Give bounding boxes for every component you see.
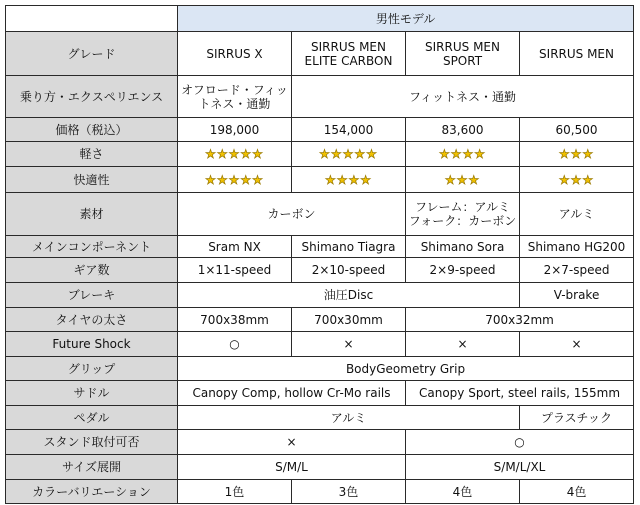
row-sizes bbox=[6, 455, 634, 480]
saddle-x-elite: Canopy Comp, hollow Cr-Mo rails bbox=[178, 381, 406, 406]
material-men: アルミ bbox=[520, 193, 634, 236]
material-carbon: カーボン bbox=[178, 193, 406, 236]
component-cell: Sram NX bbox=[178, 236, 292, 258]
pedal-alu: アルミ bbox=[178, 406, 520, 430]
future-shock-cell: ○ bbox=[178, 332, 292, 357]
row-comfort bbox=[6, 167, 634, 193]
star-rating: ★★★★★ bbox=[292, 142, 406, 167]
header-corner bbox=[6, 6, 178, 32]
model-sirrus-men-elite-carbon: SIRRUS MEN ELITE CARBON bbox=[292, 32, 406, 76]
stand-sport-men: ○ bbox=[406, 430, 634, 455]
row-pedal bbox=[6, 406, 634, 430]
header-row bbox=[6, 6, 634, 32]
row-label-colors: カラーバリエーション bbox=[6, 480, 178, 504]
pedal-plastic: プラスチック bbox=[520, 406, 634, 430]
row-lightness bbox=[6, 142, 634, 167]
color-count-cell: 4色 bbox=[520, 480, 634, 504]
row-label-riding: 乗り方・エクスペリエンス bbox=[6, 76, 178, 118]
model-sirrus-x: SIRRUS X bbox=[178, 32, 292, 76]
row-label-brake: ブレーキ bbox=[6, 283, 178, 308]
color-count-cell: 3色 bbox=[292, 480, 406, 504]
saddle-sport-men: Canopy Sport, steel rails, 155mm bbox=[406, 381, 634, 406]
component-cell: Shimano HG200 bbox=[520, 236, 634, 258]
riding-others: フィットネス・通勤 bbox=[292, 76, 634, 118]
tire-sport-men: 700x32mm bbox=[406, 308, 634, 332]
price-cell: 60,500 bbox=[520, 118, 634, 142]
sizes-x-elite: S/M/L bbox=[178, 455, 406, 480]
brake-vbrake: V-brake bbox=[520, 283, 634, 308]
row-label-stand: スタンド取付可否 bbox=[6, 430, 178, 455]
model-sirrus-men-sport: SIRRUS MEN SPORT bbox=[406, 32, 520, 76]
row-label-gears: ギア数 bbox=[6, 258, 178, 283]
row-material bbox=[6, 193, 634, 236]
future-shock-cell: × bbox=[292, 332, 406, 357]
tire-sirrus-x: 700x38mm bbox=[178, 308, 292, 332]
row-label-saddle: サドル bbox=[6, 381, 178, 406]
row-stand bbox=[6, 430, 634, 455]
gear-cell: 2×10-speed bbox=[292, 258, 406, 283]
star-rating: ★★★★ bbox=[292, 167, 406, 193]
row-riding bbox=[6, 76, 634, 118]
color-count-cell: 4色 bbox=[406, 480, 520, 504]
row-label-comfort: 快適性 bbox=[6, 167, 178, 193]
riding-sirrus-x: オフロード・フィットネス・通勤 bbox=[178, 76, 292, 118]
star-rating: ★★★ bbox=[520, 167, 634, 193]
row-label-tire: タイヤの太さ bbox=[6, 308, 178, 332]
star-rating: ★★★ bbox=[406, 167, 520, 193]
star-rating: ★★★★ bbox=[406, 142, 520, 167]
comparison-table bbox=[5, 5, 634, 504]
row-label-components: メインコンポーネント bbox=[6, 236, 178, 258]
row-saddle bbox=[6, 381, 634, 406]
row-grip bbox=[6, 357, 634, 381]
row-label-sizes: サイズ展開 bbox=[6, 455, 178, 480]
grip-value: BodyGeometry Grip bbox=[178, 357, 634, 381]
component-cell: Shimano Sora bbox=[406, 236, 520, 258]
row-gears bbox=[6, 258, 634, 283]
star-rating: ★★★ bbox=[520, 142, 634, 167]
future-shock-cell: × bbox=[520, 332, 634, 357]
row-price bbox=[6, 118, 634, 142]
row-tire bbox=[6, 308, 634, 332]
sizes-sport-men: S/M/L/XL bbox=[406, 455, 634, 480]
row-label-material: 素材 bbox=[6, 193, 178, 236]
star-rating: ★★★★★ bbox=[178, 142, 292, 167]
material-sport-fork: フォーク：カーボン bbox=[408, 214, 517, 228]
model-sirrus-men: SIRRUS MEN bbox=[520, 32, 634, 76]
star-rating: ★★★★★ bbox=[178, 167, 292, 193]
row-future-shock bbox=[6, 332, 634, 357]
color-count-cell: 1色 bbox=[178, 480, 292, 504]
row-label-lightness: 軽さ bbox=[6, 142, 178, 167]
male-model-header: 男性モデル bbox=[178, 6, 634, 32]
row-colors bbox=[6, 480, 634, 504]
future-shock-cell: × bbox=[406, 332, 520, 357]
price-cell: 198,000 bbox=[178, 118, 292, 142]
gear-cell: 2×7-speed bbox=[520, 258, 634, 283]
row-brake bbox=[6, 283, 634, 308]
tire-elite: 700x30mm bbox=[292, 308, 406, 332]
stand-x-elite: × bbox=[178, 430, 406, 455]
gear-cell: 1×11-speed bbox=[178, 258, 292, 283]
row-label-pedal: ペダル bbox=[6, 406, 178, 430]
brake-disc: 油圧Disc bbox=[178, 283, 520, 308]
row-label-grip: グリップ bbox=[6, 357, 178, 381]
material-sport-frame: フレーム：アルミ bbox=[414, 200, 511, 214]
price-cell: 83,600 bbox=[406, 118, 520, 142]
row-label-grade: グレード bbox=[6, 32, 178, 76]
component-cell: Shimano Tiagra bbox=[292, 236, 406, 258]
row-grade bbox=[6, 32, 634, 76]
row-components bbox=[6, 236, 634, 258]
price-cell: 154,000 bbox=[292, 118, 406, 142]
gear-cell: 2×9-speed bbox=[406, 258, 520, 283]
material-sport bbox=[406, 193, 520, 236]
row-label-future-shock: Future Shock bbox=[6, 332, 178, 357]
row-label-price: 価格（税込） bbox=[6, 118, 178, 142]
